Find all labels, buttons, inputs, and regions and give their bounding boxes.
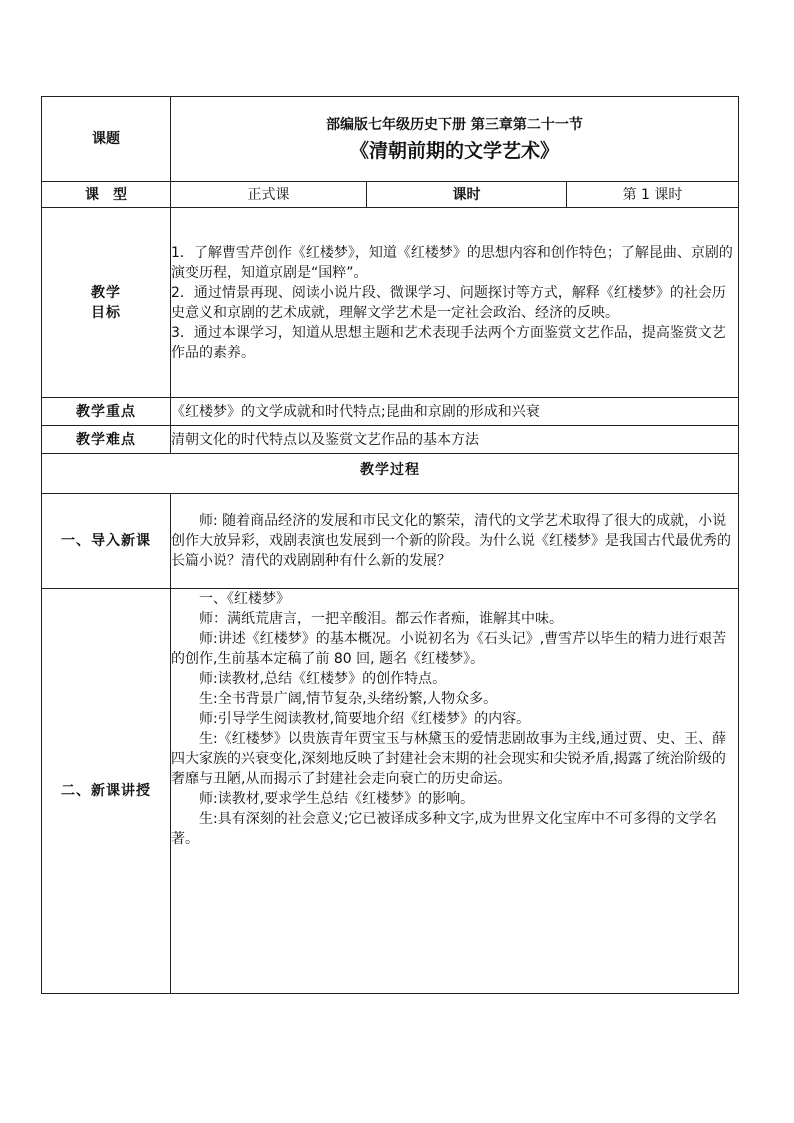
difficulties-label: 教学难点 bbox=[42, 426, 171, 454]
lecture-paragraph: 师:讲述《红楼梦》的基本概况。小说初名为《石头记》,曹雪芹以毕生的精力进行艰苦的创作,生前基本定稿了前 80 回, 题名《红楼梦》。 bbox=[171, 631, 727, 667]
key-points-label: 教学重点 bbox=[42, 398, 171, 426]
type-label: 课 型 bbox=[42, 182, 171, 208]
lecture-paragraph: 师:读教材,要求学生总结《红楼梦》的影响。 bbox=[199, 791, 475, 807]
lesson-plan-table bbox=[41, 96, 739, 994]
objectives-label-line-1: 教学 bbox=[91, 284, 121, 301]
lecture-paragraph: 生:具有深刻的社会意义;它已被译成多种文字,成为世界文化宝库中不可多得的文学名著。 bbox=[171, 811, 717, 847]
lesson-title bbox=[171, 97, 739, 182]
period-value: 第 1 课时 bbox=[567, 182, 739, 208]
lecture-paragraph: 师:引导学生阅读教材,简要地介绍《红楼梦》的内容。 bbox=[199, 711, 531, 727]
intro-content bbox=[171, 494, 739, 589]
intro-label: 一、导入新课 bbox=[42, 494, 171, 589]
objective-item: 3．通过本课学习，知道从思想主题和艺术表现手法两个方面鉴赏文艺作品，提高鉴赏文艺作品的素养。 bbox=[171, 324, 726, 361]
header-row bbox=[42, 97, 739, 182]
objective-item: 1．了解曹雪芹创作《红楼梦》，知道《红楼梦》的思想内容和创作特色；了解昆曲、京剧的演变历程，知道京剧是“国粹”。 bbox=[171, 244, 733, 281]
intro-row bbox=[42, 494, 739, 589]
objective-item: 2．通过情景再现、阅读小说片段、微课学习、问题探讨等方式，解释《红楼梦》的社会历史意义和京剧的艺术成就，理解文学艺术是一定社会政治、经济的反映。 bbox=[171, 284, 726, 321]
type-row bbox=[42, 182, 739, 208]
topic-label: 课题 bbox=[42, 97, 171, 182]
key-points-text: 《红楼梦》的文学成就和时代特点;昆曲和京剧的形成和兴衰 bbox=[171, 398, 739, 426]
objectives-label bbox=[42, 208, 171, 398]
title-line-1: 部编版七年级历史下册 第三章第二十一节 bbox=[326, 117, 583, 133]
intro-text: 师: 随着商品经济的发展和市民文化的繁荣，清代的文学艺术取得了很大的成就，小说创作大放异彩，戏剧表演也发展到一个新的阶段。为什么说《红楼梦》是我国古代最优秀的长篇小说？清代的戏剧剧种有什么新的发展？ bbox=[171, 513, 731, 569]
lecture-row bbox=[42, 589, 739, 994]
lecture-paragraph: 师:读教材,总结《红楼梦》的创作特点。 bbox=[199, 671, 447, 687]
lecture-paragraph: 一、《红楼梦》 bbox=[199, 591, 290, 607]
objectives-row bbox=[42, 208, 739, 398]
difficulties-text: 清朝文化的时代特点以及鉴赏文艺作品的基本方法 bbox=[171, 426, 739, 454]
period-label: 课时 bbox=[367, 182, 567, 208]
difficulties-row bbox=[42, 426, 739, 454]
process-title: 教学过程 bbox=[42, 454, 739, 494]
title-line-2: 《清朝前期的文学艺术》 bbox=[350, 140, 560, 162]
objectives-content bbox=[171, 208, 739, 398]
key-points-row bbox=[42, 398, 739, 426]
process-row bbox=[42, 454, 739, 494]
lecture-label: 二、新课讲授 bbox=[42, 589, 171, 994]
lecture-content bbox=[171, 589, 739, 994]
lecture-paragraph: 生:《红楼梦》以贵族青年贾宝玉与林黛玉的爱情悲剧故事为主线,通过贾、史、王、薛四大家族的兴衰变化,深刻地反映了封建社会末期的社会现实和尖锐矛盾,揭露了统治阶级的奢靡与丑陋,从而揭示了封建社会走向衰亡的历史命运。 bbox=[171, 731, 727, 787]
lecture-paragraph: 师：满纸荒唐言，一把辛酸泪。都云作者痴，谁解其中味。 bbox=[199, 611, 563, 627]
objectives-label-line-2: 目标 bbox=[91, 304, 121, 321]
lecture-paragraph: 生:全书背景广阔,情节复杂,头绪纷繁,人物众多。 bbox=[199, 691, 498, 707]
type-value: 正式课 bbox=[171, 182, 367, 208]
